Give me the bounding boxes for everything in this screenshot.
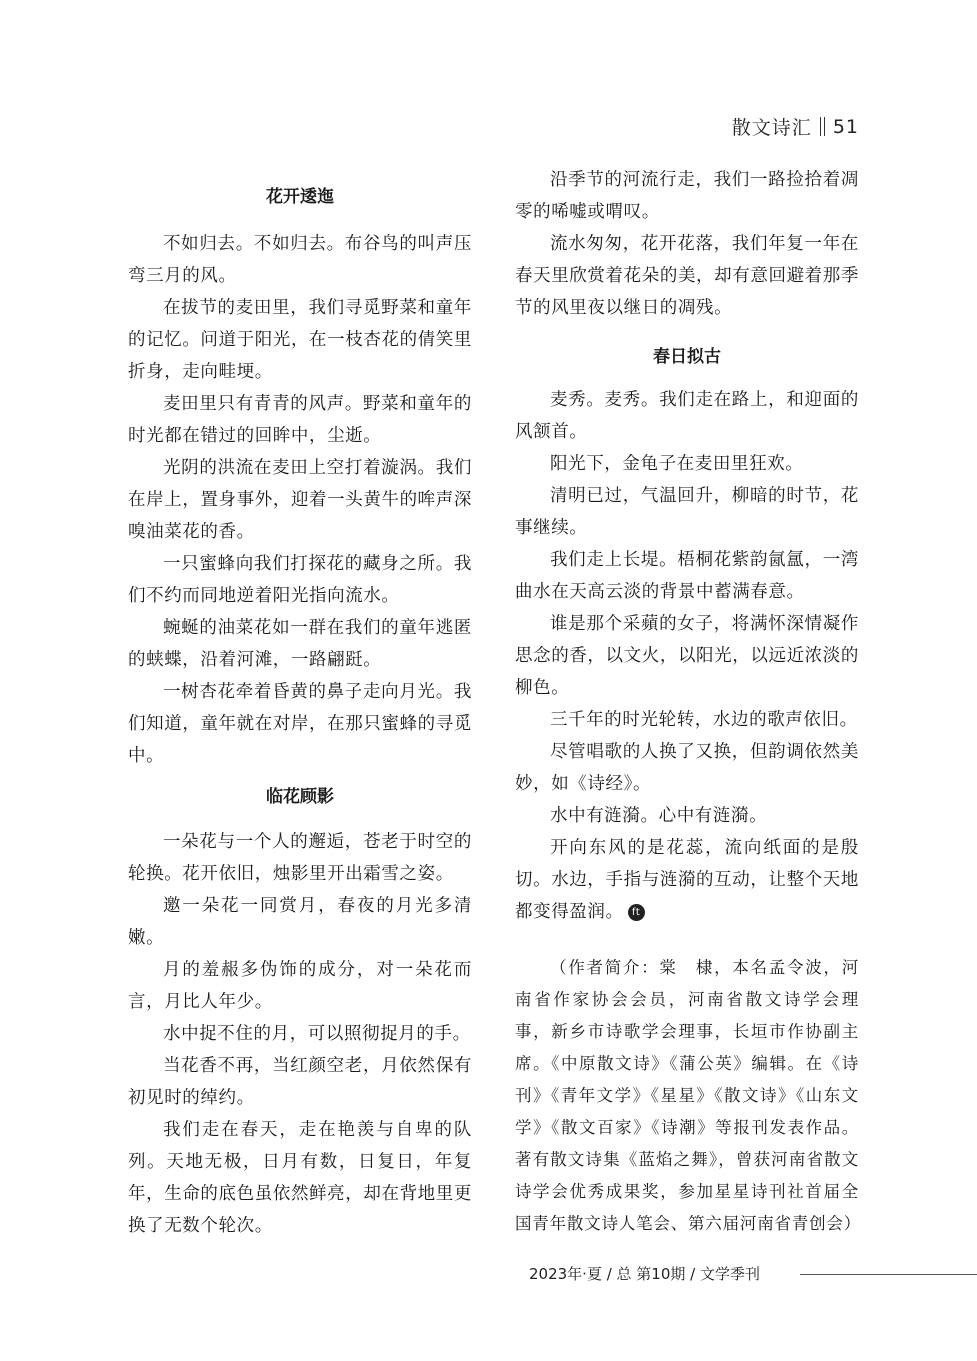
last-paragraph bbox=[515, 832, 859, 928]
paragraph: 蜿蜒的油菜花如一群在我们的童年逃匿的蛱蝶，沿着河滩，一路翩跹。 bbox=[128, 618, 472, 670]
paragraph: 我们走上长堤。梧桐花紫韵氤氲，一湾曲水在天高云淡的背景中蓄满春意。 bbox=[515, 550, 859, 602]
page-number: 51 bbox=[832, 115, 859, 138]
section-title-2: 临花顾影 bbox=[266, 787, 334, 807]
paragraph: 邀一朵花一同赏月，春夜的月光多清嫩。 bbox=[128, 896, 472, 948]
paragraph: 流水匆匆，花开花落，我们年复一年在春天里欣赏着花朵的美，却有意回避着那季节的风里夜以继日的凋残。 bbox=[515, 234, 859, 318]
paragraph: 阳光下，金龟子在麦田里狂欢。 bbox=[550, 454, 804, 474]
paragraph: 一树杏花牵着昏黄的鼻子走向月光。我们知道，童年就在对岸，在那只蜜蜂的寻觅中。 bbox=[128, 682, 472, 766]
paragraph: 水中捉不住的月，可以照彻捉月的手。 bbox=[163, 1024, 471, 1044]
paragraph: 尽管唱歌的人换了又换，但韵调依然美妙，如《诗经》。 bbox=[515, 742, 859, 794]
section-2-body bbox=[128, 826, 472, 1242]
section-1-body bbox=[128, 228, 472, 772]
paragraph: 三千年的时光轮转，水边的歌声依旧。 bbox=[550, 710, 858, 730]
paragraph: 清明已过，气温回升，柳暗的时节，花事继续。 bbox=[515, 486, 859, 538]
paragraph: 谁是那个采蘋的女子，将满怀深情凝作思念的香，以文火，以阳光，以远近浓淡的柳色。 bbox=[515, 614, 859, 698]
paragraph-text: 开向东风的是花蕊，流向纸面的是殷切。水边，手指与涟漪的互动，让整个天地都变得盈润。 bbox=[515, 838, 859, 922]
paragraph: 一朵花与一个人的邂逅，苍老于时空的轮换。花开依旧，烛影里开出霜雪之姿。 bbox=[128, 832, 472, 884]
section-name: 散文诗汇 bbox=[731, 117, 812, 139]
paragraph: 麦田里只有青青的风声。野菜和童年的时光都在错过的回眸中，尘逝。 bbox=[128, 394, 472, 446]
section-2-continued bbox=[515, 164, 859, 324]
paragraph: 一只蜜蜂向我们打探花的藏身之所。我们不约而同地逆着阳光指向流水。 bbox=[128, 554, 472, 606]
section-3-body bbox=[515, 384, 859, 928]
page-footer: 2023年·夏 / 总 第10期 / 文学季刊 bbox=[529, 1265, 760, 1283]
paragraph: 光阴的洪流在麦田上空打着漩涡。我们在岸上，置身事外，迎着一头黄牛的哞声深嗅油菜花的香。 bbox=[128, 458, 472, 542]
paragraph: 月的羞赧多伪饰的成分，对一朵花而言，月比人年少。 bbox=[128, 960, 472, 1012]
paragraph: 沿季节的河流行走，我们一路捡拾着凋零的唏嘘或喟叹。 bbox=[515, 170, 859, 222]
paragraph: 水中有涟漪。心中有涟漪。 bbox=[550, 806, 768, 826]
paragraph: 当花香不再，当红颜空老，月依然保有初见时的绰约。 bbox=[128, 1056, 472, 1108]
author-bio: （作者简介：棠 棣，本名孟令波，河南省作家协会会员，河南省散文诗学会理事，新乡市诗歌学会理事，长垣市作协副主席。《中原散文诗》《蒲公英》编辑。在《诗刊》《青年文学》《星星》《散文诗》《山东文学》《散文百家》《诗潮》等报刊发表作品。著有散文诗集《蓝焰之舞》，曾获河南省散文诗学会优秀成果奖，参加星星诗刊社首届全国青年散文诗人笔会、第六届河南省青创会） bbox=[515, 958, 861, 1233]
header-separator bbox=[820, 117, 825, 136]
section-title-1: 花开逶迤 bbox=[266, 187, 334, 207]
paragraph: 在拔节的麦田里，我们寻觅野菜和童年的记忆。问道于阳光，在一枝杏花的倩笑里折身，走向畦埂。 bbox=[128, 298, 472, 382]
page-header bbox=[732, 113, 859, 140]
footer-rule bbox=[800, 1274, 977, 1275]
paragraph: 不如归去。不如归去。布谷鸟的叫声压弯三月的风。 bbox=[128, 234, 472, 286]
section-title-3: 春日拟古 bbox=[653, 347, 721, 367]
paragraph: 我们走在春天，走在艳羡与自卑的队列。天地无极，日月有数，日复日，年复年，生命的底色虽依然鲜亮，却在背地里更换了无数个轮次。 bbox=[128, 1120, 472, 1236]
end-mark-icon: ft bbox=[628, 904, 645, 921]
paragraph: 麦秀。麦秀。我们走在路上，和迎面的风颔首。 bbox=[515, 390, 859, 442]
